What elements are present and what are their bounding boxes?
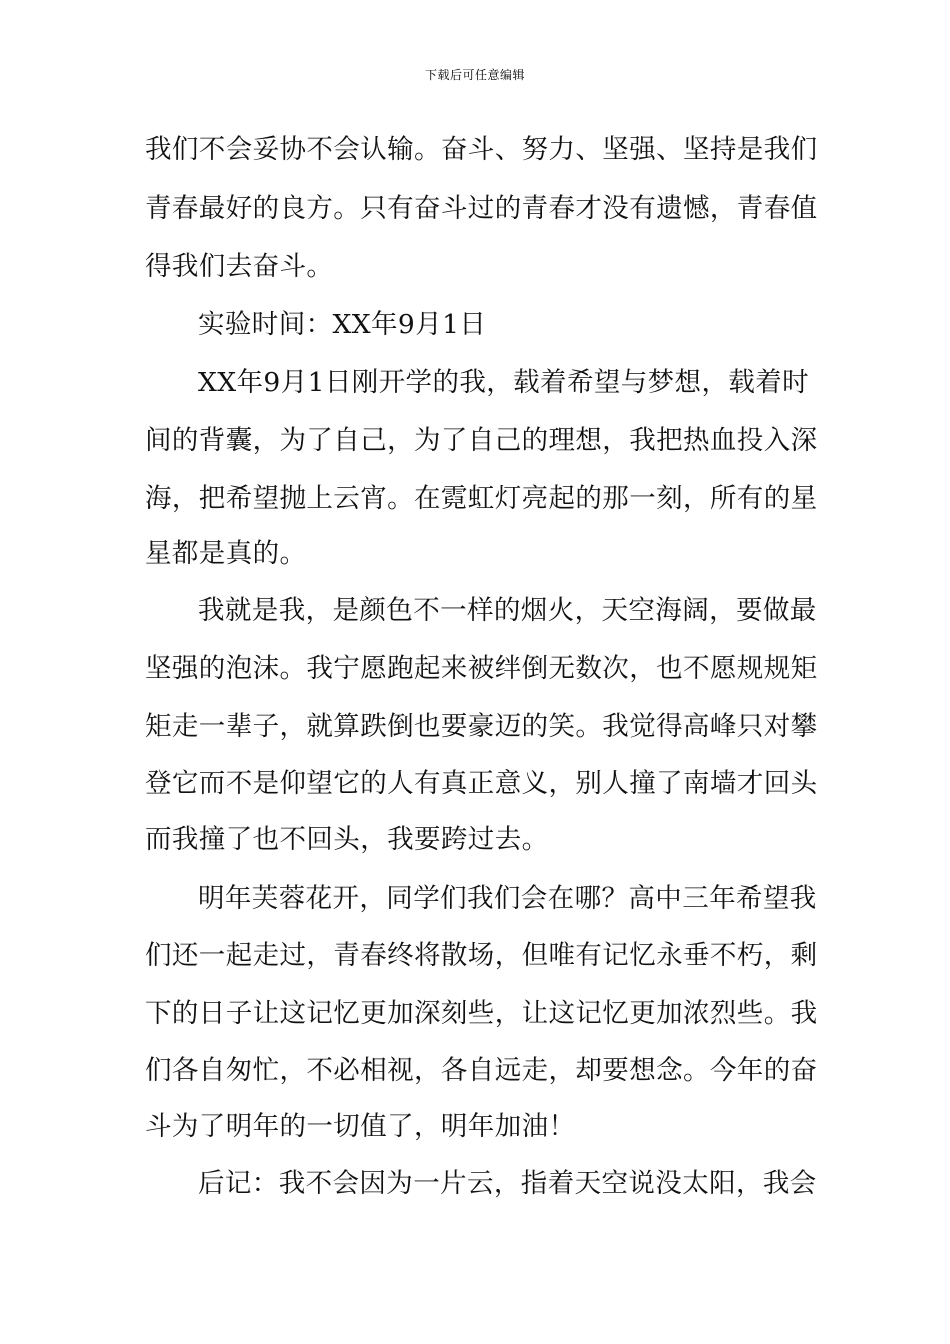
text-line: 斗为了明年的一切值了，明年加油！ [145,1111,576,1142]
text-line: 我就是我，是颜色不一样的烟火，天空海阔，要做最 [198,595,817,626]
text-line: 明年芙蓉花开，同学们我们会在哪？高中三年希望我 [198,883,817,914]
text-line: 矩走一辈子，就算跌倒也要豪迈的笑。我觉得高峰只对攀 [145,711,818,742]
text-line: 们还一起走过，青春终将散场，但唯有记忆永垂不朽，剩 [145,940,818,971]
text-line: 后记：我不会因为一片云，指着天空说没太阳，我会 [198,1168,817,1199]
text-line: XX年9月1日刚开学的我，载着希望与梦想，载着时 [198,367,810,398]
text-line: 下的日子让这记忆更加深刻些，让这记忆更加浓烈些。我 [145,998,818,1029]
page-header: 下载后可任意编辑 [424,68,525,82]
text-line: 坚强的泡沫。我宁愿跑起来被绊倒无数次，也不愿规规矩 [145,653,818,684]
text-line: 青春最好的良方。只有奋斗过的青春才没有遗憾，青春值 [145,193,818,224]
text-line: 海，把希望抛上云宵。在霓虹灯亮起的那一刻，所有的星 [145,483,818,514]
text-line: 们各自匆忙，不必相视，各自远走，却要想念。今年的奋 [145,1055,818,1086]
text-line: 我们不会妥协不会认输。奋斗、努力、坚强、坚持是我们 [145,134,818,165]
text-line: 得我们去奋斗。 [145,251,334,282]
text-line: 星都是真的。 [145,538,307,569]
text-line: 实验时间：XX年9月1日 [198,309,487,340]
text-line: 而我撞了也不回头，我要跨过去。 [145,824,549,855]
text-line: 登它而不是仰望它的人有真正意义，别人撞了南墙才回头 [145,768,818,799]
text-line: 间的背囊，为了自己，为了自己的理想，我把热血投入深 [145,425,818,456]
